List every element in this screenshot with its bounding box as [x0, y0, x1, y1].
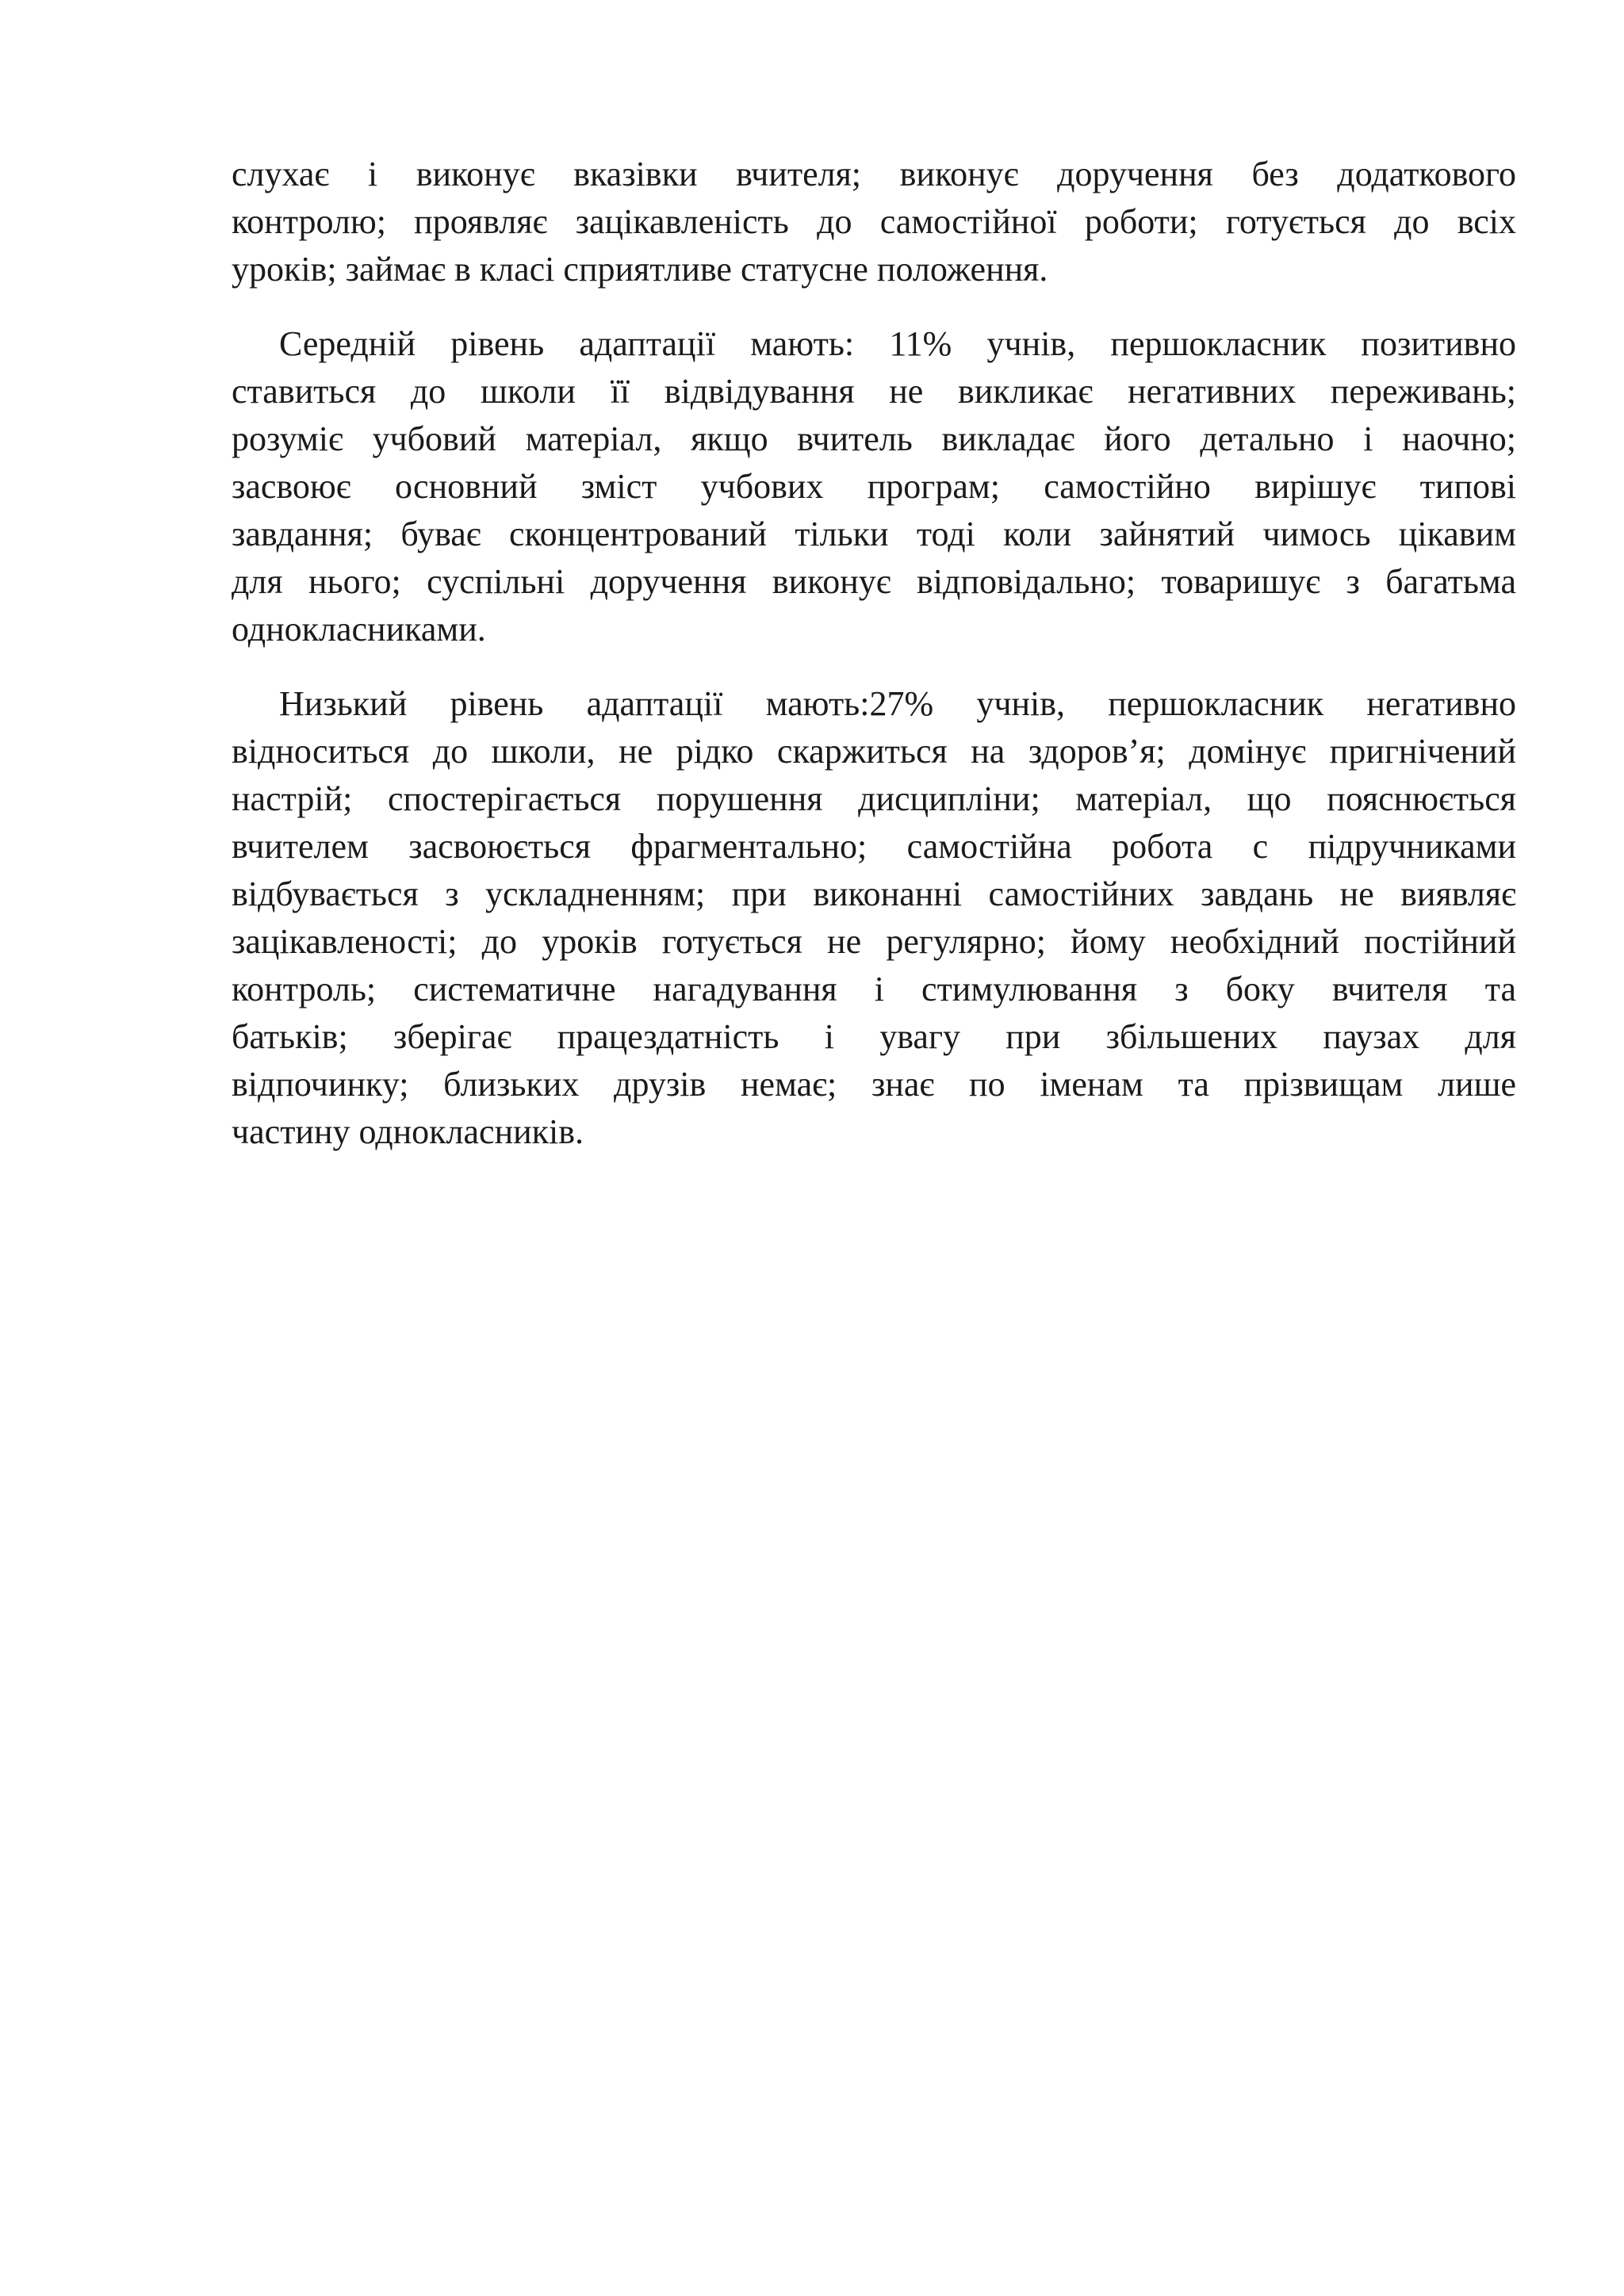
text-line: для нього; суспільні доручення виконує відповідально; товаришує з багатьма	[232, 562, 1516, 601]
text-line: ставиться до школи її відвідування не викликає негативних переживань;	[232, 372, 1516, 411]
text-line: уроків; займає в класі сприятливе статусне положення.	[232, 250, 1048, 289]
text-line: однокласниками.	[232, 610, 486, 649]
text-line: завдання; буває сконцентрований тільки тоді коли зайнятий чимось цікавим	[232, 515, 1516, 553]
body-text	[232, 151, 1516, 1156]
text-line: частину однокласників.	[232, 1112, 584, 1151]
paragraph-continuation	[232, 151, 1516, 293]
text-line: батьків; зберігає працездатність і увагу при збільшених паузах для	[232, 1017, 1516, 1056]
text-line: настрій; спостерігається порушення дисципліни; матеріал, що пояснюється	[232, 779, 1516, 818]
text-line: контроль; систематичне нагадування і стимулювання з боку вчителя та	[232, 970, 1516, 1008]
text-line: засвоює основний зміст учбових програм; самостійно вирішує типові	[232, 467, 1516, 506]
text-line: слухає і виконує вказівки вчителя; виконує доручення без додаткового	[232, 155, 1516, 193]
text-line: відноситься до школи, не рідко скаржиться на здоров’я; домінує пригнічений	[232, 732, 1516, 771]
text-line: Низький рівень адаптації мають:27% учнів, першокласник негативно	[279, 684, 1516, 723]
text-line: Середній рівень адаптації мають: 11% учнів, першокласник позитивно	[279, 324, 1516, 363]
text-line: контролю; проявляє зацікавленість до самостійної роботи; готується до всіх	[232, 202, 1516, 241]
paragraph-medium-adaptation	[232, 320, 1516, 653]
text-line: зацікавленості; до уроків готується не регулярно; йому необхідний постійний	[232, 922, 1516, 961]
paragraph-low-adaptation	[232, 680, 1516, 1156]
text-line: розуміє учбовий матеріал, якщо вчитель викладає його детально і наочно;	[232, 419, 1516, 458]
text-line: вчителем засвоюється фрагментально; самостійна робота с підручниками	[232, 827, 1516, 866]
text-line: відбувається з ускладненням; при виконанні самостійних завдань не виявляє	[232, 874, 1516, 913]
text-line: відпочинку; близьких друзів немає; знає по іменам та прізвищам лише	[232, 1065, 1516, 1104]
